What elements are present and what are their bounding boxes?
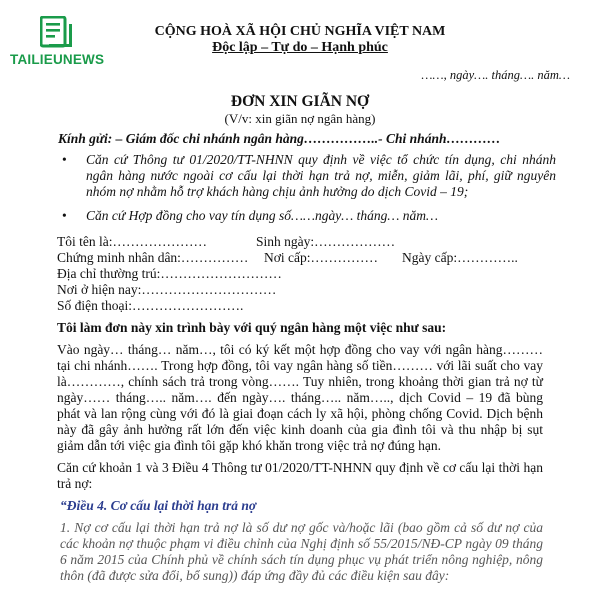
document-subtitle: (V/v: xin giãn nợ ngân hàng)	[224, 111, 376, 126]
id-field: Chứng minh nhân dân:……………	[57, 250, 249, 265]
address-field: Địa chỉ thường trú:………………………	[57, 266, 282, 281]
bullet-marker: •	[62, 208, 67, 223]
phone-field: Số điện thoại:…………………….	[57, 298, 244, 313]
residence-field: Nơi ở hiện nay:…………………………	[57, 282, 277, 297]
name-field: Tôi tên là:…………………	[57, 234, 207, 249]
bullet-marker: •	[62, 152, 67, 167]
logo-text: TAILIEUNEWS	[10, 52, 105, 67]
motto: Độc lập – Tự do – Hạnh phúc	[212, 40, 388, 55]
issue-place-field: Nơi cấp:……………	[264, 250, 378, 265]
dob-field: Sinh ngày:………………	[256, 234, 396, 249]
body-paragraph: Vào ngày… tháng… năm…, tôi có ký kết một hợp đồng cho vay với ngân hàng……… tại chi nhánh……. Trong hợp đồng, tôi vay ngân hàng số tiền……… với lãi suất cho vay là…………, chính sách trả trong vòng……. Tuy nhiên, trong khoảng thời gian trả nợ từ ngày…… tháng….. năm…. đến ngày…. tháng….. năm….., dịch Covid – 19 đã bùng phát và lan rộng cùng với đó là giai đoạn cách ly xã hội, phòng chống Covid. Dịch bệnh này đã gây ảnh hưởng rất lớn đến việc kinh doanh của gia đình tôi và thu nhập bị sụt giảm dẫn tới việc gia đình tôi gặp khó khăn trong việc trả nợ đúng hạn.	[57, 342, 543, 453]
nation-heading: CỘNG HOÀ XÃ HỘI CHỦ NGHĨA VIỆT NAM	[154, 24, 446, 39]
bullet-item: Căn cứ Thông tư 01/2020/TT-NHNN quy định về việc tổ chức tín dụng, chi nhánh ngân hàng nước ngoài cơ cấu lại thời hạn trả nợ, miễn, giảm lãi, phí, giữ nguyên nhóm nợ nhằm hỗ trợ khách hàng chịu ảnh hưởng do dịch Covid – 19;	[86, 152, 556, 199]
basis-paragraph: Căn cứ khoản 1 và 3 Điều 4 Thông tư 01/2020/TT-NHNN quy định về cơ cấu lại thời hạn trả nợ:	[57, 460, 543, 491]
document-title: ĐƠN XIN GIÃN NỢ	[230, 93, 370, 110]
article-heading: “Điều 4. Cơ cấu lại thời hạn trả nợ	[60, 498, 257, 513]
bullet-item: Căn cứ Hợp đồng cho vay tín dụng số……ngày… tháng… năm…	[86, 208, 439, 223]
recipient-line: Kính gửi: – Giám đốc chi nhánh ngân hàng……………..- Chi nhánh…………	[58, 131, 501, 146]
request-heading: Tôi làm đơn này xin trình bày với quý ngân hàng một việc như sau:	[57, 320, 447, 335]
issue-date-field: Ngày cấp:…………..	[402, 250, 518, 265]
article-paragraph: 1. Nợ cơ cấu lại thời hạn trả nợ là số dư nợ gốc và/hoặc lãi (bao gồm cả số dư nợ của các khoản nợ thuộc phạm vi điều chỉnh của Nghị định số 55/2015/NĐ-CP ngày 09 tháng 6 năm 2015 của Chính phủ về chính sách tín dụng phục vụ phát triển nông nghiệp, nông thôn (đã được sửa đổi, bổ sung)) đáp ứng đầy đủ các điều kiện sau đây:	[60, 520, 543, 583]
date-line: ……, ngày…. tháng…. năm…	[421, 68, 570, 82]
